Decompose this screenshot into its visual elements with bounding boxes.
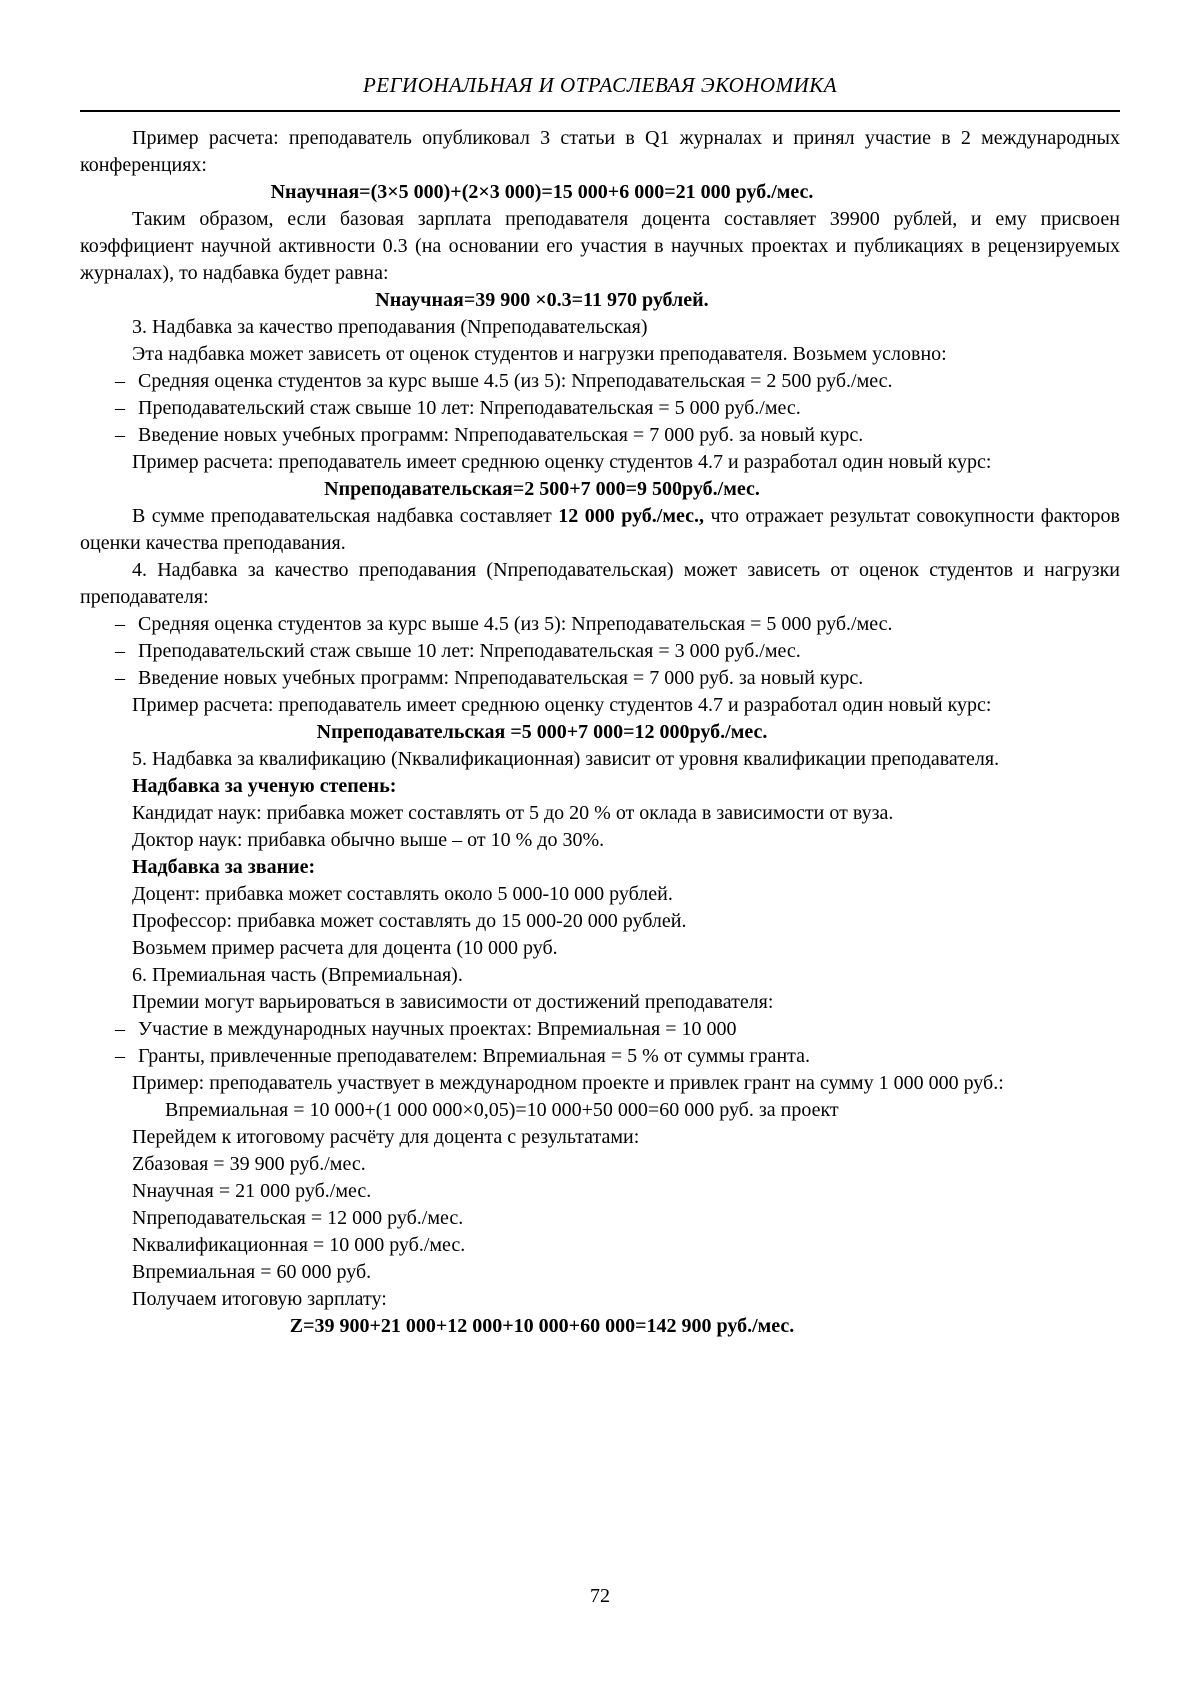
paragraph — [80, 557, 1120, 611]
text-run: Пример расчета: преподаватель опубликовал 3 статьи в Q1 журналах и принял участие в 2 международных конференциях: — [80, 127, 1120, 176]
paragraph — [80, 1070, 1120, 1097]
formula-line — [80, 1313, 1004, 1340]
page-content — [80, 0, 1120, 1340]
paragraph — [80, 935, 1120, 962]
bullet-item — [80, 665, 1120, 692]
text-run: Zбазовая = 39 900 руб./мес. — [132, 1153, 366, 1175]
paragraph — [80, 1205, 1120, 1232]
text-run: Впремиальная = 10 000+(1 000 000×0,05)=10 000+50 000=60 000 руб. за проект — [165, 1099, 839, 1121]
paragraph — [80, 125, 1120, 179]
text-run: Nквалификационная = 10 000 руб./мес. — [132, 1234, 466, 1256]
paragraph — [80, 1232, 1120, 1259]
text-run: Nнаучная=(3×5 000)+(2×3 000)=15 000+6 000=21 000 руб./мес. — [270, 181, 814, 203]
text-run: Преподавательский стаж свыше 10 лет: Nпреподавательская = 5 000 руб./мес. — [138, 397, 801, 419]
paragraph — [80, 962, 1120, 989]
text-run: что отражает результат совокупности факторов оценки качества преподавания. — [80, 505, 1120, 554]
text-run: Преподавательский стаж свыше 10 лет: Nпреподавательская = 3 000 руб./мес. — [138, 640, 801, 662]
formula-line — [80, 476, 1004, 503]
text-run: 5. Надбавка за квалификацию (Nквалификационная) зависит от уровня квалификации преподавателя. — [132, 748, 1000, 770]
inline-formula-line — [80, 1097, 1120, 1124]
text-run: Надбавка за звание: — [132, 856, 316, 878]
text-run: 3. Надбавка за качество преподавания (Nпреподавательская) — [132, 316, 648, 338]
text-run: Введение новых учебных программ: Nпреподавательская = 7 000 руб. за новый курс. — [138, 667, 864, 689]
text-run: Доцент: прибавка может составлять около 5 000-10 000 рублей. — [132, 883, 673, 905]
paragraph — [80, 692, 1120, 719]
text-run: Впремиальная = 60 000 руб. — [132, 1261, 372, 1283]
formula-line — [80, 287, 1004, 314]
paragraph — [80, 881, 1120, 908]
paragraph — [80, 1178, 1120, 1205]
text-run: Эта надбавка может зависеть от оценок студентов и нагрузки преподавателя. Возьмем условно: — [132, 343, 947, 365]
text-run: Получаем итоговую зарплату: — [132, 1288, 387, 1310]
page-number: 72 — [590, 1585, 610, 1607]
text-run: Таким образом, если базовая зарплата преподавателя доцента составляет 39900 рублей, и ему присвоен коэффициент научной активности 0.3 (на основании его участия в научных проектах и публикациях в рецензируемых журналах), то надбавка будет равна: — [80, 208, 1120, 284]
text-run: Перейдем к итоговому расчёту для доцента с результатами: — [132, 1126, 640, 1148]
paragraph — [80, 449, 1120, 476]
header-rule — [80, 110, 1120, 112]
paragraph — [80, 827, 1120, 854]
document-body — [80, 125, 1120, 1340]
bullet-dash: – — [115, 424, 125, 446]
bullet-dash: – — [115, 667, 125, 689]
paragraph — [80, 989, 1120, 1016]
text-run: Кандидат наук: прибавка может составлять от 5 до 20 % от оклада в зависимости от вуза. — [132, 802, 894, 824]
text-run: Введение новых учебных программ: Nпреподавательская = 7 000 руб. за новый курс. — [138, 424, 864, 446]
paragraph — [80, 503, 1120, 557]
paragraph — [80, 773, 1120, 800]
paragraph — [80, 746, 1120, 773]
bullet-dash: – — [115, 613, 125, 635]
text-run: Пример расчета: преподаватель имеет среднюю оценку студентов 4.7 и разработал один новый курс: — [132, 451, 992, 473]
bullet-item — [80, 611, 1120, 638]
bullet-dash: – — [115, 1018, 125, 1040]
text-run: 4. Надбавка за качество преподавания (Nпреподавательская) может зависеть от оценок студентов и нагрузки преподавателя: — [80, 559, 1120, 608]
text-run: Пример: преподаватель участвует в международном проекте и привлек грант на сумму 1 000 000 руб.: — [132, 1072, 1004, 1094]
text-run: Возьмем пример расчета для доцента (10 000 руб. — [132, 937, 558, 959]
text-run: Z=39 900+21 000+12 000+10 000+60 000=142 900 руб./мес. — [289, 1315, 795, 1337]
text-run: Пример расчета: преподаватель имеет среднюю оценку студентов 4.7 и разработал один новый курс: — [132, 694, 992, 716]
text-run: Доктор наук: прибавка обычно выше – от 10 % до 30%. — [132, 829, 605, 851]
bullet-dash: – — [115, 370, 125, 392]
text-run: Участие в международных научных проектах: Впремиальная = 10 000 — [138, 1018, 737, 1040]
formula-line — [80, 719, 1004, 746]
text-run: Гранты, привлеченные преподавателем: Впремиальная = 5 % от суммы гранта. — [138, 1045, 811, 1067]
text-run: 6. Премиальная часть (Впремиальная). — [132, 964, 463, 986]
paragraph — [80, 1124, 1120, 1151]
text-run: В сумме преподавательская надбавка составляет — [132, 505, 559, 527]
paragraph — [80, 800, 1120, 827]
text-run: 12 000 руб./мес., — [558, 505, 704, 527]
text-run: Nнаучная = 21 000 руб./мес. — [132, 1180, 372, 1202]
bullet-item — [80, 1016, 1120, 1043]
text-run: Средняя оценка студентов за курс выше 4.5 (из 5): Nпреподавательская = 2 500 руб./мес. — [138, 370, 893, 392]
text-run: Средняя оценка студентов за курс выше 4.5 (из 5): Nпреподавательская = 5 000 руб./мес. — [138, 613, 893, 635]
text-run: Nпреподавательская = 12 000 руб./мес. — [132, 1207, 464, 1229]
paragraph — [80, 341, 1120, 368]
bullet-item — [80, 395, 1120, 422]
text-run: Nпреподавательская =5 000+7 000=12 000руб./мес. — [316, 721, 768, 743]
text-run: Nнаучная=39 900 ×0.3=11 970 рублей. — [375, 289, 709, 311]
paragraph — [80, 206, 1120, 287]
paragraph — [80, 854, 1120, 881]
text-run: Профессор: прибавка может составлять до 15 000-20 000 рублей. — [132, 910, 687, 932]
bullet-dash: – — [115, 1045, 125, 1067]
journal-section-title: РЕГИОНАЛЬНАЯ И ОТРАСЛЕВАЯ ЭКОНОМИКА — [362, 73, 838, 97]
text-run: Надбавка за ученую степень: — [132, 775, 397, 797]
bullet-dash: – — [115, 640, 125, 662]
bullet-item — [80, 1043, 1120, 1070]
text-run: Nпреподавательская=2 500+7 000=9 500руб./мес. — [324, 478, 760, 500]
paragraph — [80, 1259, 1120, 1286]
paragraph — [80, 1151, 1120, 1178]
bullet-item — [80, 368, 1120, 395]
bullet-item — [80, 638, 1120, 665]
paragraph — [80, 908, 1120, 935]
formula-line — [80, 179, 1004, 206]
text-run: Премии могут варьироваться в зависимости от достижений преподавателя: — [132, 991, 774, 1013]
paragraph — [80, 314, 1120, 341]
paragraph — [80, 1286, 1120, 1313]
bullet-dash: – — [115, 397, 125, 419]
bullet-item — [80, 422, 1120, 449]
